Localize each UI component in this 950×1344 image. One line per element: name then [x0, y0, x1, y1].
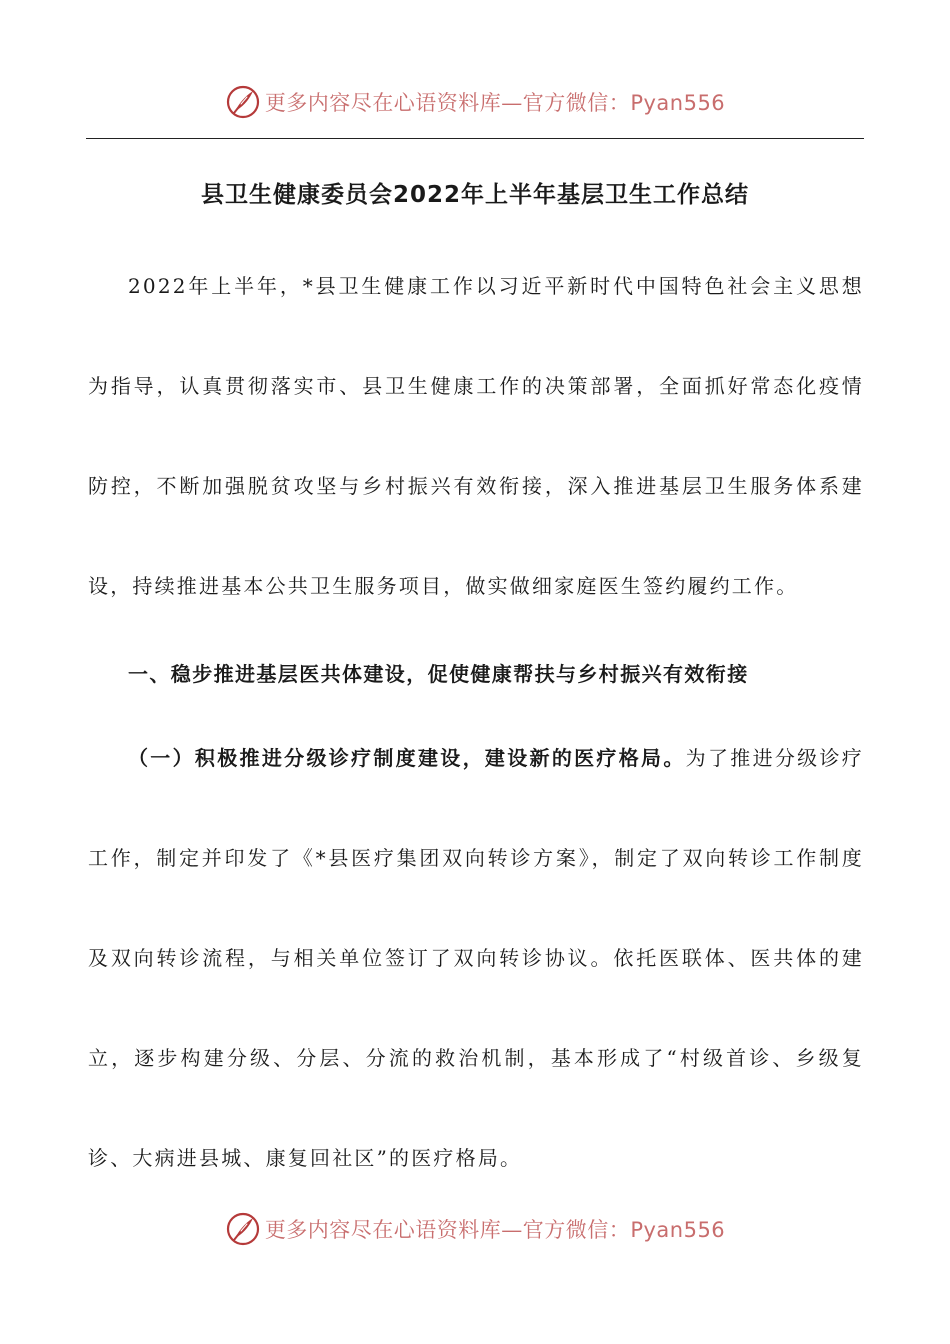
- document-body: [88, 236, 864, 1208]
- footer-banner: [0, 1207, 950, 1251]
- header-divider: [86, 138, 864, 139]
- subsection-lead-1: （一）积极推进分级诊疗制度建设，建设新的医疗格局。: [128, 746, 686, 770]
- intro-paragraph: 2022年上半年，*县卫生健康工作以习近平新时代中国特色社会主义思想为指导，认真贯彻落实市、县卫生健康工作的决策部署，全面抓好常态化疫情防控，不断加强脱贫攻坚与乡村振兴有效衔接，深入推进基层卫生服务体系建设，持续推进基本公共卫生服务项目，做实做细家庭医生签约履约工作。: [88, 274, 864, 598]
- quill-pen-logo-icon: [225, 84, 261, 120]
- document-title: 县卫生健康委员会2022年上半年基层卫生工作总结: [200, 182, 749, 208]
- quill-pen-logo-icon: [225, 1211, 261, 1247]
- header-banner: [0, 80, 950, 124]
- footer-banner-text: 更多内容尽在心语资料库—官方微信：Pyan556: [264, 1218, 726, 1242]
- subsection-paragraph-1: [88, 708, 864, 1208]
- footer-banner-wechat-id: Pyan556: [630, 1218, 726, 1242]
- banner-text: 更多内容尽在心语资料库—官方微信：Pyan556: [264, 91, 726, 115]
- banner-wechat-id: Pyan556: [630, 91, 726, 115]
- section-heading-1: 一、稳步推进基层医共体建设，促使健康帮扶与乡村振兴有效衔接: [128, 662, 749, 686]
- subsection-body-1: 为了推进分级诊疗工作，制定并印发了《*县医疗集团双向转诊方案》，制定了双向转诊工作制度及双向转诊流程，与相关单位签订了双向转诊协议。依托医联体、医共体的建立，逐步构建分级、分层、分流的救治机制，基本形成了“村级首诊、乡级复诊、大病进县城、康复回社区”的医疗格局。: [88, 746, 864, 1170]
